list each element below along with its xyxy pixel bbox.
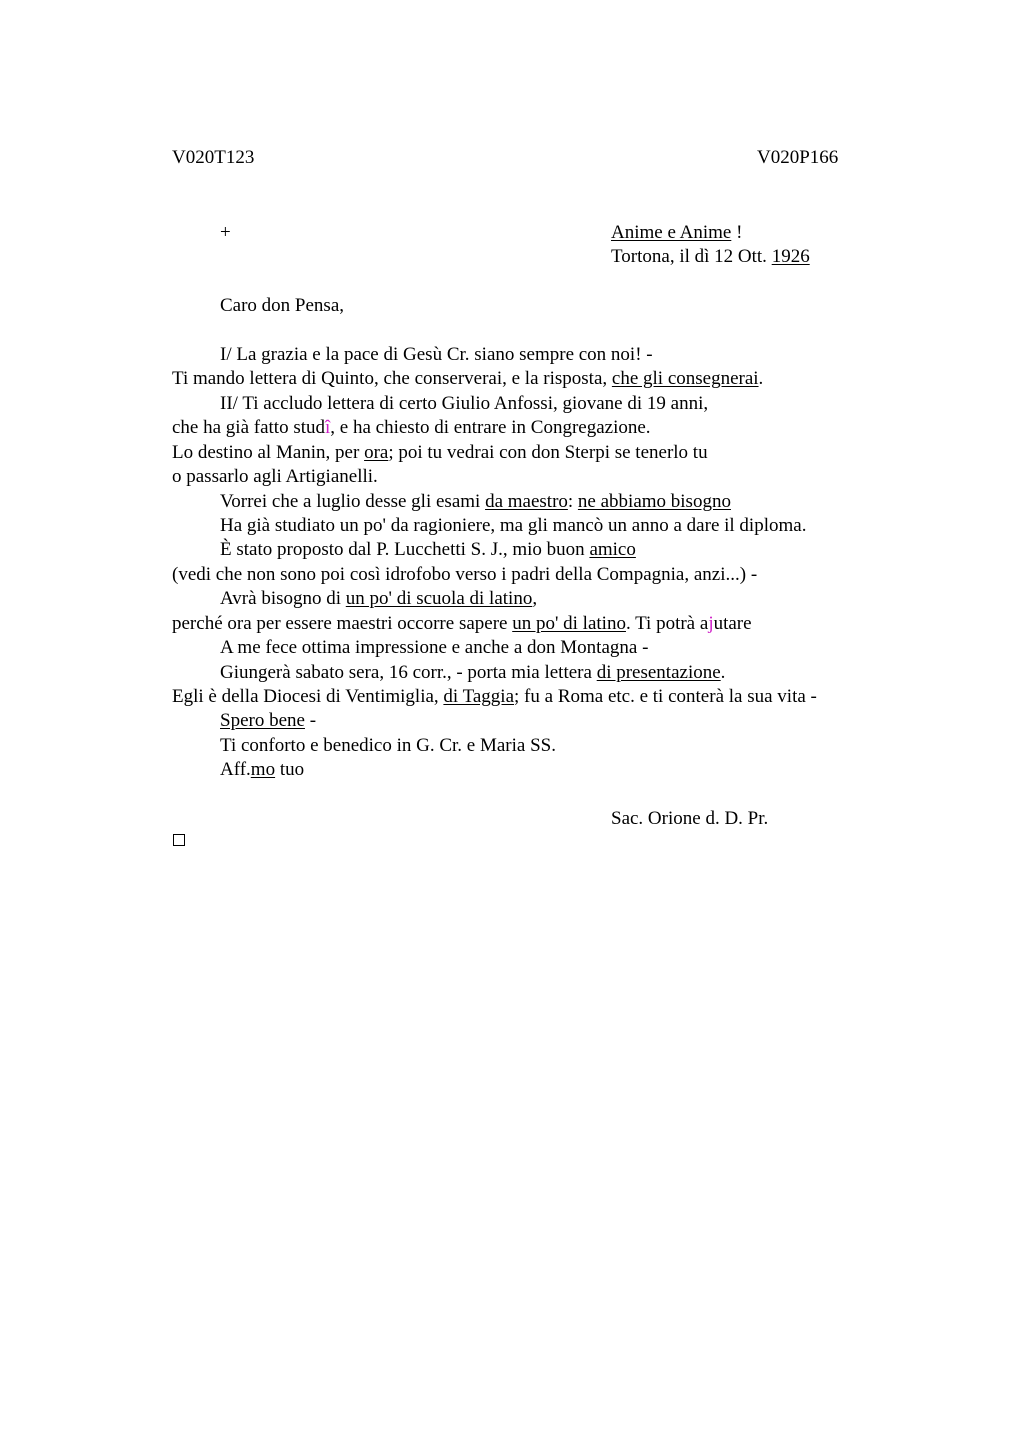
end-marker-box-icon [173, 834, 185, 846]
text-run: ; poi tu vedrai con don Sterpi se tenerlo tu [388, 442, 708, 463]
text-run: che ha già fatto stud [172, 417, 326, 438]
letter-line: I/ La grazia e la pace di Gesù Cr. siano sempre con noi! - [220, 344, 653, 365]
letter-line: Ti conforto e benedico in G. Cr. e Maria SS. [220, 735, 556, 756]
underlined-text: di Taggia [443, 686, 515, 707]
letter-line [172, 367, 763, 391]
motto [611, 221, 742, 245]
text-run: tuo [275, 759, 305, 780]
text-run: - [304, 710, 317, 731]
letter-line [220, 758, 304, 782]
letter-line [220, 661, 725, 685]
cross-mark: + [220, 222, 231, 243]
text-run: , e ha chiesto di entrare in Congregazione. [330, 417, 651, 438]
text-run: Lo destino al Manin, per [172, 442, 365, 463]
text-run: Vorrei che a luglio desse gli esami [220, 491, 486, 512]
salutation: Caro don Pensa, [220, 295, 345, 316]
letter-line [220, 587, 537, 611]
motto-rest: ! [731, 222, 743, 243]
text-run: Ti mando lettera di Quinto, che conserverai, e la risposta, [172, 368, 612, 389]
highlighted-char: j [708, 613, 714, 634]
document-code-left: V020T123 [172, 147, 255, 168]
place-date [611, 245, 810, 269]
letter-line [172, 612, 752, 636]
underlined-text: di presentazione [596, 662, 721, 683]
text-run: Egli è della Diocesi di Ventimiglia, [172, 686, 444, 707]
letter-line [220, 709, 316, 733]
place-date-prefix: Tortona, il dì 12 Ott. [611, 246, 772, 267]
signature: Sac. Orione d. D. Pr. [611, 808, 769, 829]
underlined-text: ne abbiamo bisogno [577, 491, 731, 512]
letter-line [172, 685, 817, 709]
text-run: Aff. [220, 759, 251, 780]
text-run: È stato proposto dal P. Lucchetti S. J., mio buon [220, 539, 590, 560]
letter-line [220, 490, 731, 514]
text-run: . [758, 368, 764, 389]
highlighted-char: î [325, 417, 331, 438]
underlined-text: Spero bene [220, 710, 305, 731]
letter-line: A me fece ottima impressione e anche a don Montagna - [220, 637, 649, 658]
underlined-text: amico [589, 539, 636, 560]
letter-line: (vedi che non sono poi così idrofobo verso i padri della Compagnia, anzi...) - [172, 564, 758, 585]
underlined-text: mo [250, 759, 276, 780]
text-run: perché ora per essere maestri occorre sapere [172, 613, 513, 634]
underlined-text: che gli consegnerai [611, 368, 759, 389]
underlined-text: ora [364, 442, 389, 463]
text-run: ; fu a Roma etc. e ti conterà la sua vita - [514, 686, 817, 707]
motto-underlined: Anime e Anime [611, 222, 732, 243]
document-code-right: V020P166 [757, 147, 839, 168]
underlined-text: da maestro [485, 491, 568, 512]
underlined-text: un po' di latino [512, 613, 626, 634]
text-run: : [567, 491, 578, 512]
text-run: . Ti potrà a [625, 613, 709, 634]
letter-line [172, 441, 708, 465]
text-run: Avrà bisogno di [220, 588, 346, 609]
letter-line: Ha già studiato un po' da ragioniere, ma gli mancò un anno a dare il diploma. [220, 515, 807, 536]
letter-line [220, 538, 636, 562]
letter-line: II/ Ti accludo lettera di certo Giulio Anfossi, giovane di 19 anni, [220, 393, 709, 414]
text-run: Giungerà sabato sera, 16 corr., - porta mia lettera [220, 662, 597, 683]
letter-line [172, 416, 651, 440]
text-run: . [720, 662, 726, 683]
text-run: utare [713, 613, 752, 634]
letter-line: o passarlo agli Artigianelli. [172, 466, 378, 487]
year: 1926 [771, 246, 810, 267]
text-run: , [532, 588, 538, 609]
underlined-text: un po' di scuola di latino [345, 588, 533, 609]
